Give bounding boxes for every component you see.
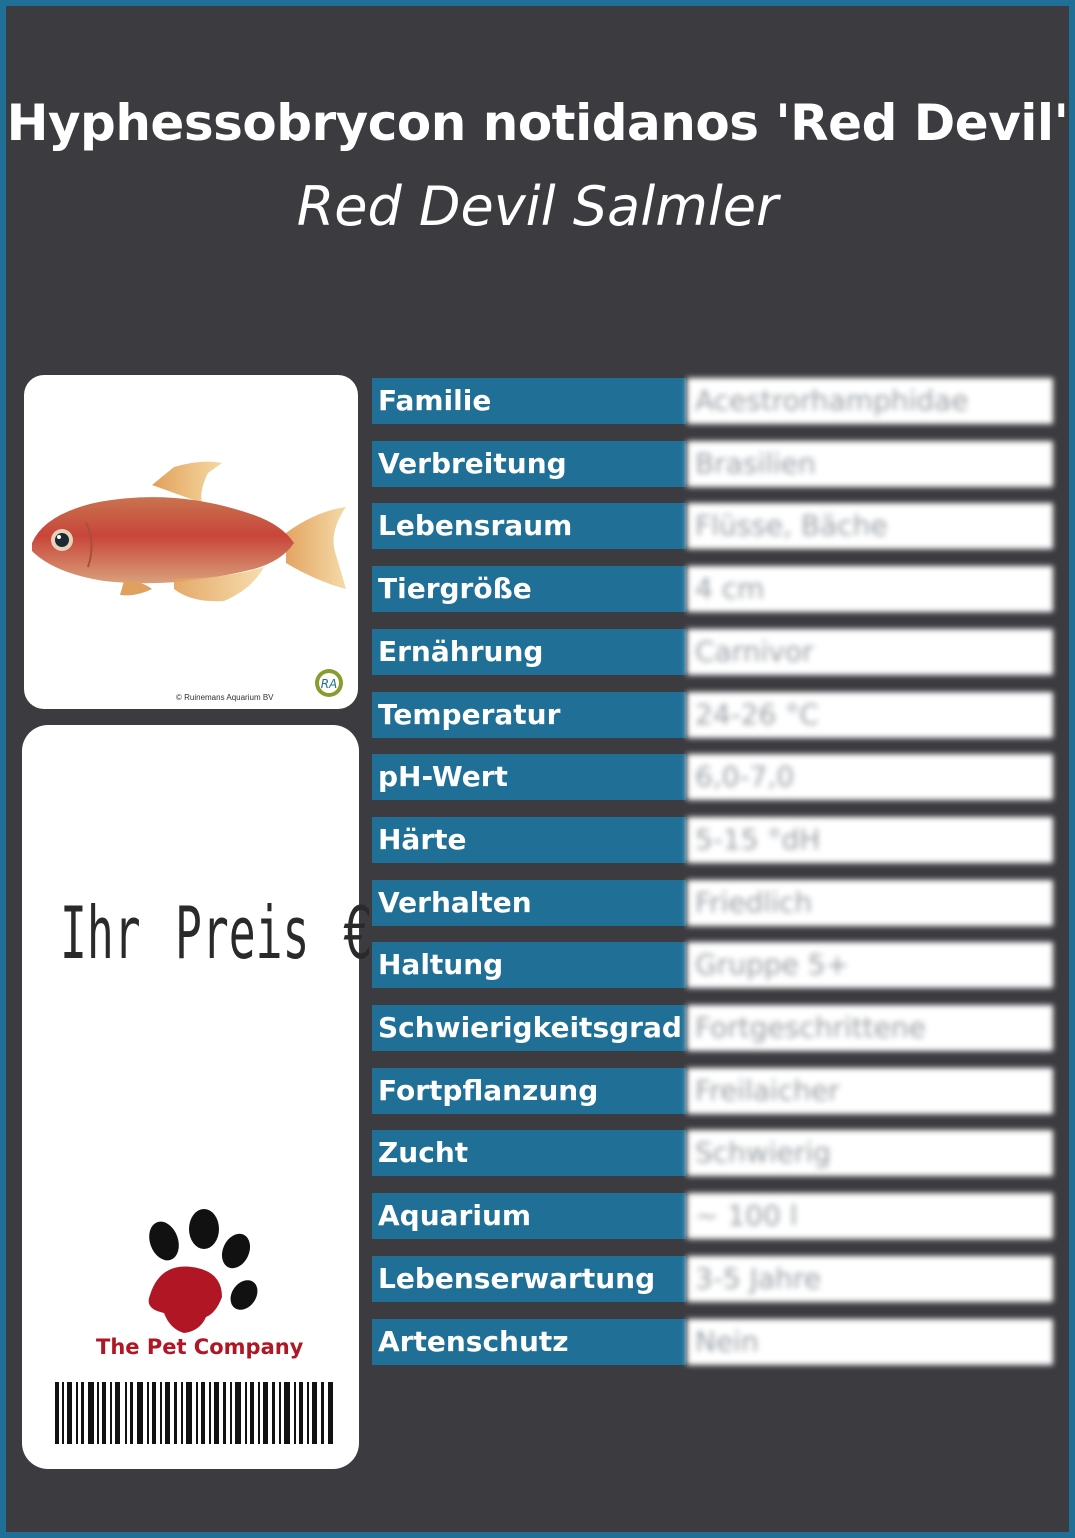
fact-value: 3-5 Jahre <box>687 1256 1053 1302</box>
fact-row <box>372 1005 1053 1051</box>
fact-label: pH-Wert <box>372 754 686 800</box>
fact-row <box>372 754 1053 800</box>
company-name: The Pet Company <box>96 1335 304 1359</box>
fact-value: Flüsse, Bäche <box>687 503 1053 549</box>
fact-value: 6,0-7,0 <box>687 754 1053 800</box>
price-label <box>60 888 373 978</box>
fact-row <box>372 503 1053 549</box>
fact-value: Gruppe 5+ <box>687 942 1053 988</box>
tail-fin <box>286 507 346 589</box>
paw-logo-icon <box>130 1205 265 1335</box>
fact-label: Verhalten <box>372 880 686 926</box>
fact-row <box>372 817 1053 863</box>
common-name: Red Devil Salmler <box>296 175 779 238</box>
fact-label: Ernährung <box>372 629 686 675</box>
fish-image <box>24 375 358 709</box>
fact-value: Brasilien <box>687 441 1053 487</box>
fact-row <box>372 1068 1053 1114</box>
fact-row <box>372 1256 1053 1302</box>
fish-photo-card <box>24 375 358 709</box>
fact-row <box>372 880 1053 926</box>
fact-label: Familie <box>372 378 686 424</box>
ra-logo-text: RA <box>320 677 338 691</box>
barcode <box>55 1382 333 1444</box>
fact-label: Tiergröße <box>372 566 686 612</box>
fact-label: Aquarium <box>372 1193 686 1239</box>
fact-value: ~ 100 l <box>687 1193 1053 1239</box>
price-label-text: Ihr Preis <box>60 891 310 975</box>
dorsal-fin <box>152 462 222 503</box>
fact-value: 4 cm <box>687 566 1053 612</box>
fact-label: Lebensraum <box>372 503 686 549</box>
fact-label: Artenschutz <box>372 1319 686 1365</box>
fact-value: 24-26 °C <box>687 692 1053 738</box>
fact-value: Freilaicher <box>687 1068 1053 1114</box>
fact-label: Haltung <box>372 942 686 988</box>
fact-value: Schwierig <box>687 1130 1053 1176</box>
fact-row <box>372 629 1053 675</box>
fact-label: Fortpflanzung <box>372 1068 686 1114</box>
fact-value: Nein <box>687 1319 1053 1365</box>
fact-row <box>372 566 1053 612</box>
euro-icon: € <box>343 891 373 975</box>
fact-row <box>372 1130 1053 1176</box>
fact-row <box>372 1193 1053 1239</box>
fact-value: Carnivor <box>687 629 1053 675</box>
fact-label: Härte <box>372 817 686 863</box>
fact-row <box>372 378 1053 424</box>
fact-value: 5-15 °dH <box>687 817 1053 863</box>
fact-row <box>372 441 1053 487</box>
fact-value: Fortgeschrittene <box>687 1005 1053 1051</box>
fact-row <box>372 942 1053 988</box>
fact-row <box>372 1319 1053 1365</box>
fact-label: Schwierigkeitsgrad <box>372 1005 686 1051</box>
fact-label: Lebenserwartung <box>372 1256 686 1302</box>
fact-value: Friedlich <box>687 880 1053 926</box>
species-title: Hyphessobrycon notidanos 'Red Devil' <box>6 94 1069 152</box>
fact-label: Zucht <box>372 1130 686 1176</box>
fact-label: Temperatur <box>372 692 686 738</box>
fact-label: Verbreitung <box>372 441 686 487</box>
fact-value: Acestrorhamphidae <box>687 378 1053 424</box>
photo-credit: © Ruinemans Aquarium BV <box>176 693 274 702</box>
fact-row <box>372 692 1053 738</box>
